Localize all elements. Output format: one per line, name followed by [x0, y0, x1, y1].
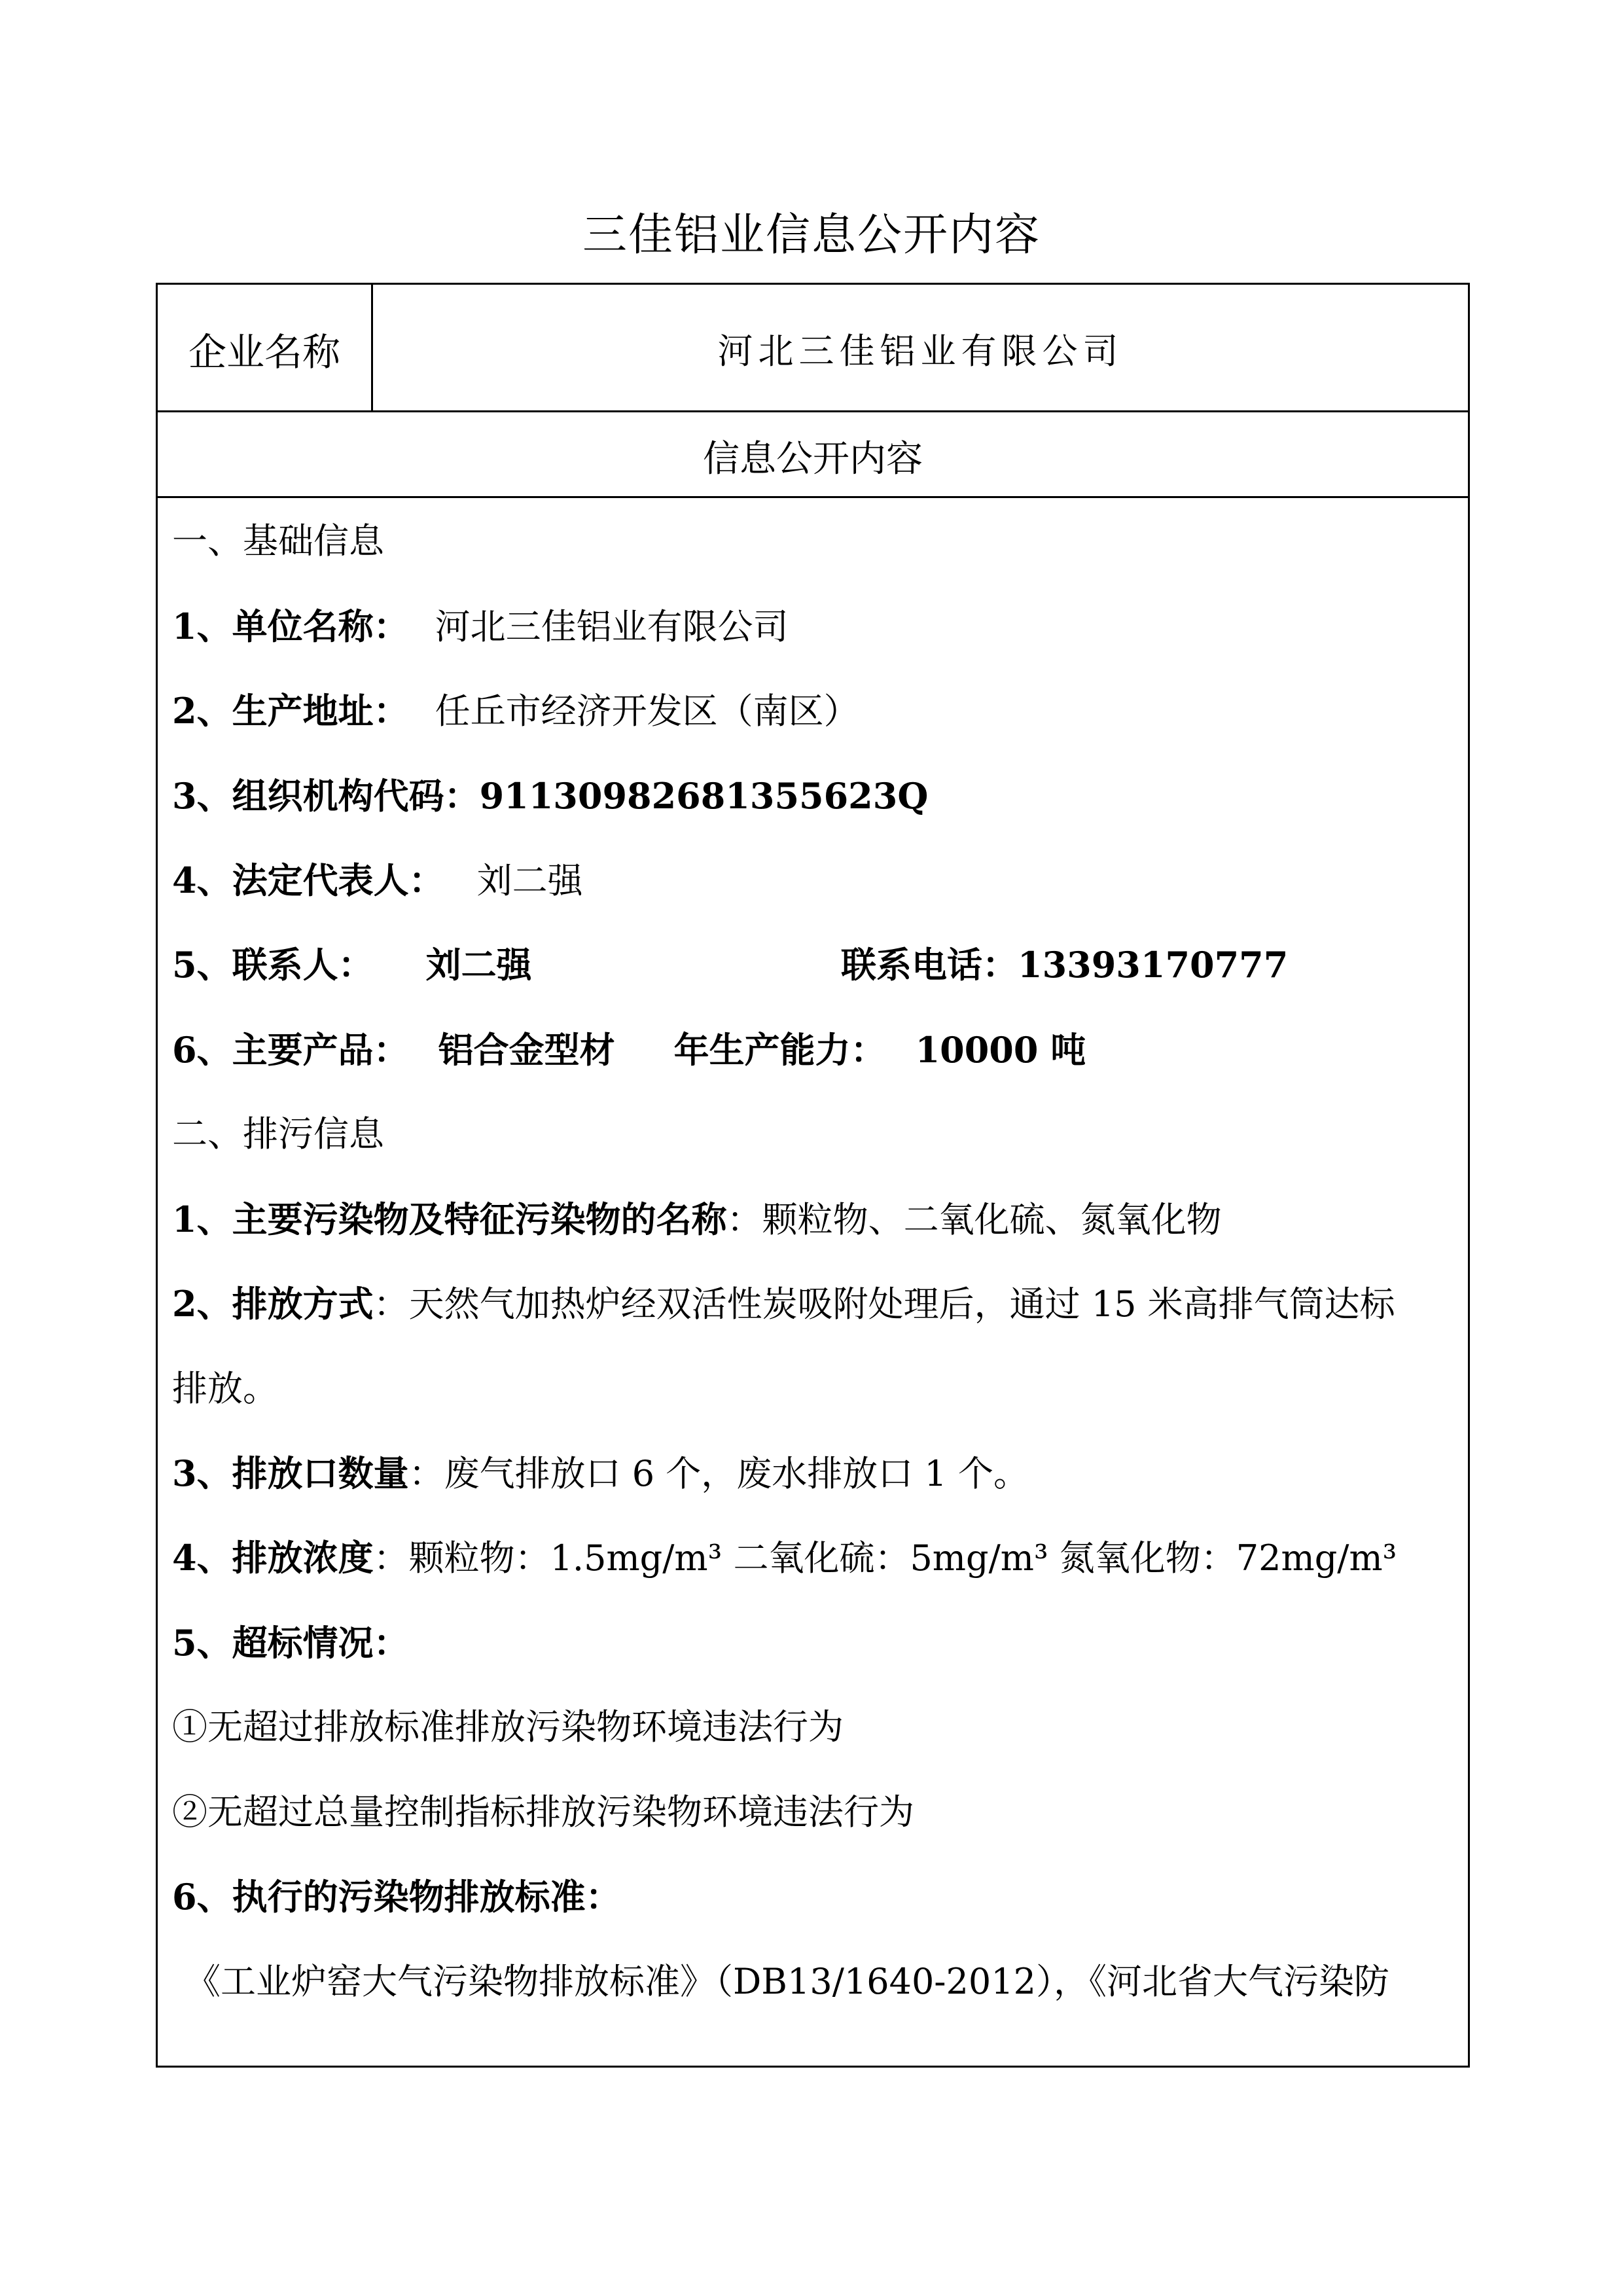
discharge-method-label: 2、排放方式 [172, 1283, 374, 1325]
concentration-row [172, 1528, 1397, 1587]
exceed-item-2-text: ②无超过总量控制指标排放污染物环境违法行为 [172, 1791, 914, 1833]
address-value: 任丘市经济开发区（南区） [435, 691, 859, 732]
legal-rep-row [172, 851, 583, 910]
phone-label: 联系电话： [841, 944, 1018, 986]
outlets-label: 3、排放口数量 [172, 1452, 409, 1494]
contact-value: 刘二强 [425, 944, 532, 986]
company-name-value: 河北三佳铝业有限公司 [717, 331, 1124, 372]
standards-label: 6、执行的污染物排放标准： [172, 1876, 621, 1918]
standards-row [172, 1867, 621, 1926]
product-value: 铝合金型材 [438, 1029, 615, 1071]
unit-name-row [172, 597, 789, 656]
pollutants-value: ：颗粒物、二氧化硫、氮氧化物 [726, 1199, 1222, 1240]
discharge-method-continued [172, 1359, 278, 1418]
unit-name-label: 1、单位名称： [172, 605, 409, 647]
product-row [172, 1020, 1086, 1079]
org-code-value: 91130982681355623Q [479, 775, 929, 817]
capacity-label: 年生产能力： [673, 1029, 886, 1071]
section-title: 信息公开内容 [703, 438, 923, 480]
standards-value-row [185, 1952, 1389, 2011]
org-code-row [172, 766, 928, 825]
capacity-value: 10000 吨 [915, 1029, 1086, 1071]
pollutants-label: 1、主要污染物及特征污染物的名称 [172, 1198, 727, 1240]
pollutants-row [172, 1190, 1222, 1249]
exceed-item-1-text: ①无超过排放标准排放污染物环境违法行为 [172, 1706, 844, 1748]
contact-row [172, 935, 532, 994]
company-name-label: 企业名称 [188, 329, 340, 374]
exceed-item-1 [172, 1698, 844, 1757]
concentration-label: 4、排放浓度 [172, 1537, 374, 1579]
phone-value: 13393170777 [1018, 944, 1289, 986]
address-row [172, 681, 859, 740]
discharge-method-value-continued: 排放。 [172, 1368, 278, 1409]
legal-rep-label: 4、法定代表人： [172, 859, 444, 901]
address-label: 2、生产地址： [172, 690, 409, 732]
phone-row [841, 935, 1288, 994]
pollution-heading-text: 二、排污信息 [172, 1113, 384, 1155]
exceed-label: 5、超标情况： [172, 1622, 409, 1664]
exceed-item-2 [172, 1783, 914, 1842]
basic-info-heading [172, 512, 384, 571]
basic-info-heading-text: 一、基础信息 [172, 520, 384, 562]
pollution-heading [172, 1105, 384, 1164]
contact-label: 5、联系人： [172, 944, 374, 986]
org-code-label: 3、组织机构代码： [172, 775, 480, 817]
document-title: 三佳铝业信息公开内容 [582, 209, 1041, 261]
discharge-method-value: ：天然气加热炉经双活性炭吸附处理后，通过 15 米高排气筒达标 [373, 1283, 1395, 1325]
outlets-row [172, 1444, 1029, 1503]
outlets-value: ：废气排放口 6 个，废水排放口 1 个。 [408, 1453, 1029, 1494]
unit-name-value: 河北三佳铝业有限公司 [435, 606, 789, 647]
standards-value: 《工业炉窑大气污染物排放标准》（DB13/1640-2012），《河北省大气污染防 [185, 1961, 1389, 2002]
discharge-method-row [172, 1274, 1395, 1333]
concentration-value: ：颗粒物：1.5mg/m³ 二氧化硫：5mg/m³ 氮氧化物：72mg/m³ [373, 1537, 1397, 1579]
product-label: 6、主要产品： [172, 1029, 409, 1071]
exceed-row [172, 1613, 409, 1672]
legal-rep-value: 刘二强 [476, 860, 583, 901]
